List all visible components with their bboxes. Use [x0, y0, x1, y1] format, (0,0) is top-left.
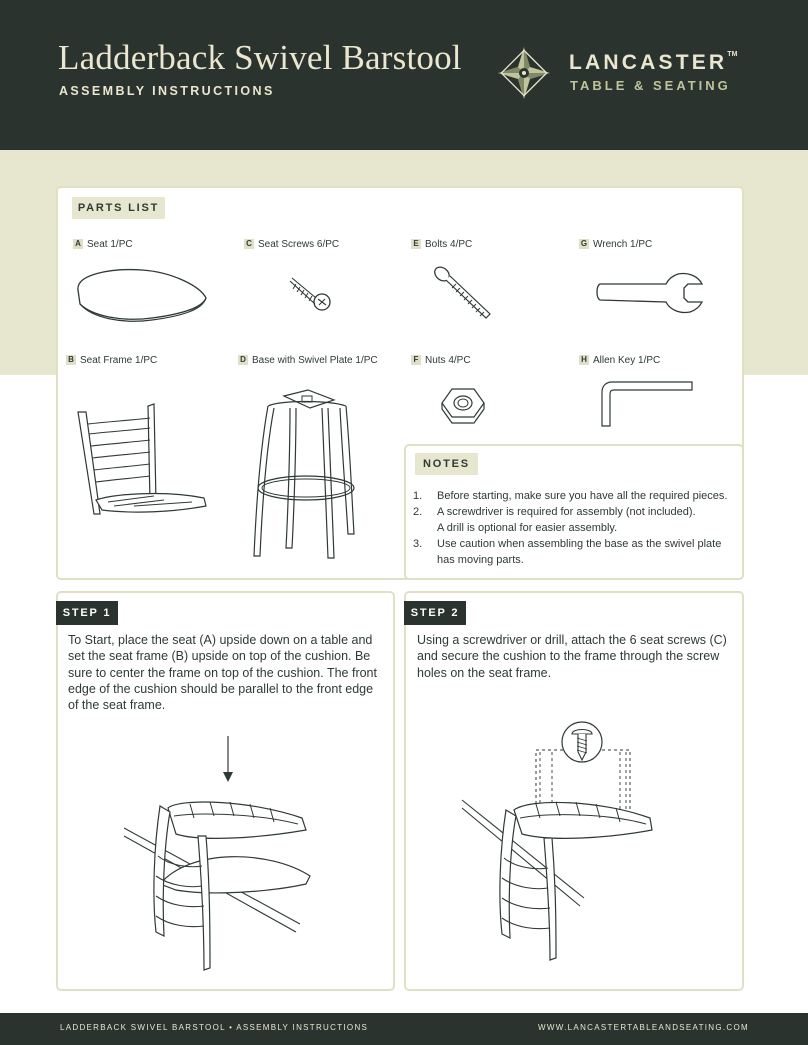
part-label-e: E Bolts 4/PC: [411, 239, 472, 250]
screw-icon: [562, 722, 602, 762]
notes-list: [413, 488, 738, 568]
note-item: 1. Before starting, make sure you have all the required pieces.: [413, 490, 728, 502]
part-label-a: A Seat 1/PC: [73, 239, 133, 250]
footer-website-link[interactable]: WWW.LANCASTERTABLEANDSEATING.COM: [538, 1023, 749, 1032]
part-label-d: D Base with Swivel Plate 1/PC: [238, 355, 378, 366]
arrow-down-icon: [223, 736, 233, 782]
seat-frame-illustration: [74, 402, 210, 518]
screw-illustration: [286, 272, 336, 318]
logo-star-icon: [496, 45, 552, 101]
part-label-f: F Nuts 4/PC: [411, 355, 471, 366]
step-2-text: Using a screwdriver or drill, attach the 6 seat screws (C) and secure the cushion to the frame through the screw holes on the seat frame.: [417, 633, 727, 680]
notes-heading: NOTES: [415, 453, 478, 475]
note-item: 3. Use caution when assembling the base as the swivel plate has moving parts.: [413, 538, 722, 566]
page-subtitle: ASSEMBLY INSTRUCTIONS: [59, 84, 275, 98]
allen-key-illustration: [598, 378, 698, 430]
note-item: 2. A screwdriver is required for assembly (not included). A drill is optional for easier assembly.: [413, 506, 696, 534]
nut-illustration: [440, 385, 486, 425]
brand-tagline: TABLE & SEATING: [570, 78, 731, 93]
base-illustration: [250, 390, 360, 560]
wrench-illustration: [594, 272, 706, 316]
part-label-b: B Seat Frame 1/PC: [66, 355, 157, 366]
step-1-text: To Start, place the seat (A) upside down on a table and set the seat frame (B) upside on top of the cushion. Be sure to center the frame on top of the cushion. The front edge of the cushion should be parallel to the front edge of the seat frame.: [68, 633, 377, 713]
page-title: Ladderback Swivel Barstool: [58, 38, 462, 77]
step-2-illustration: [460, 718, 660, 964]
step-1-illustration: [120, 736, 320, 976]
brand-name: LANCASTER™: [569, 51, 738, 74]
part-label-c: C Seat Screws 6/PC: [244, 239, 339, 250]
part-label-g: G Wrench 1/PC: [580, 239, 653, 250]
parts-list-heading: PARTS LIST: [72, 197, 165, 219]
footer-document-title: LADDERBACK SWIVEL BARSTOOL • ASSEMBLY INSTRUCTIONS: [60, 1023, 369, 1032]
step-1-label: STEP 1: [56, 601, 118, 625]
step-2-label: STEP 2: [404, 601, 466, 625]
seat-cushion-illustration: [72, 264, 212, 326]
bolt-illustration: [432, 264, 494, 326]
part-label-h: H Allen Key 1/PC: [579, 355, 660, 366]
